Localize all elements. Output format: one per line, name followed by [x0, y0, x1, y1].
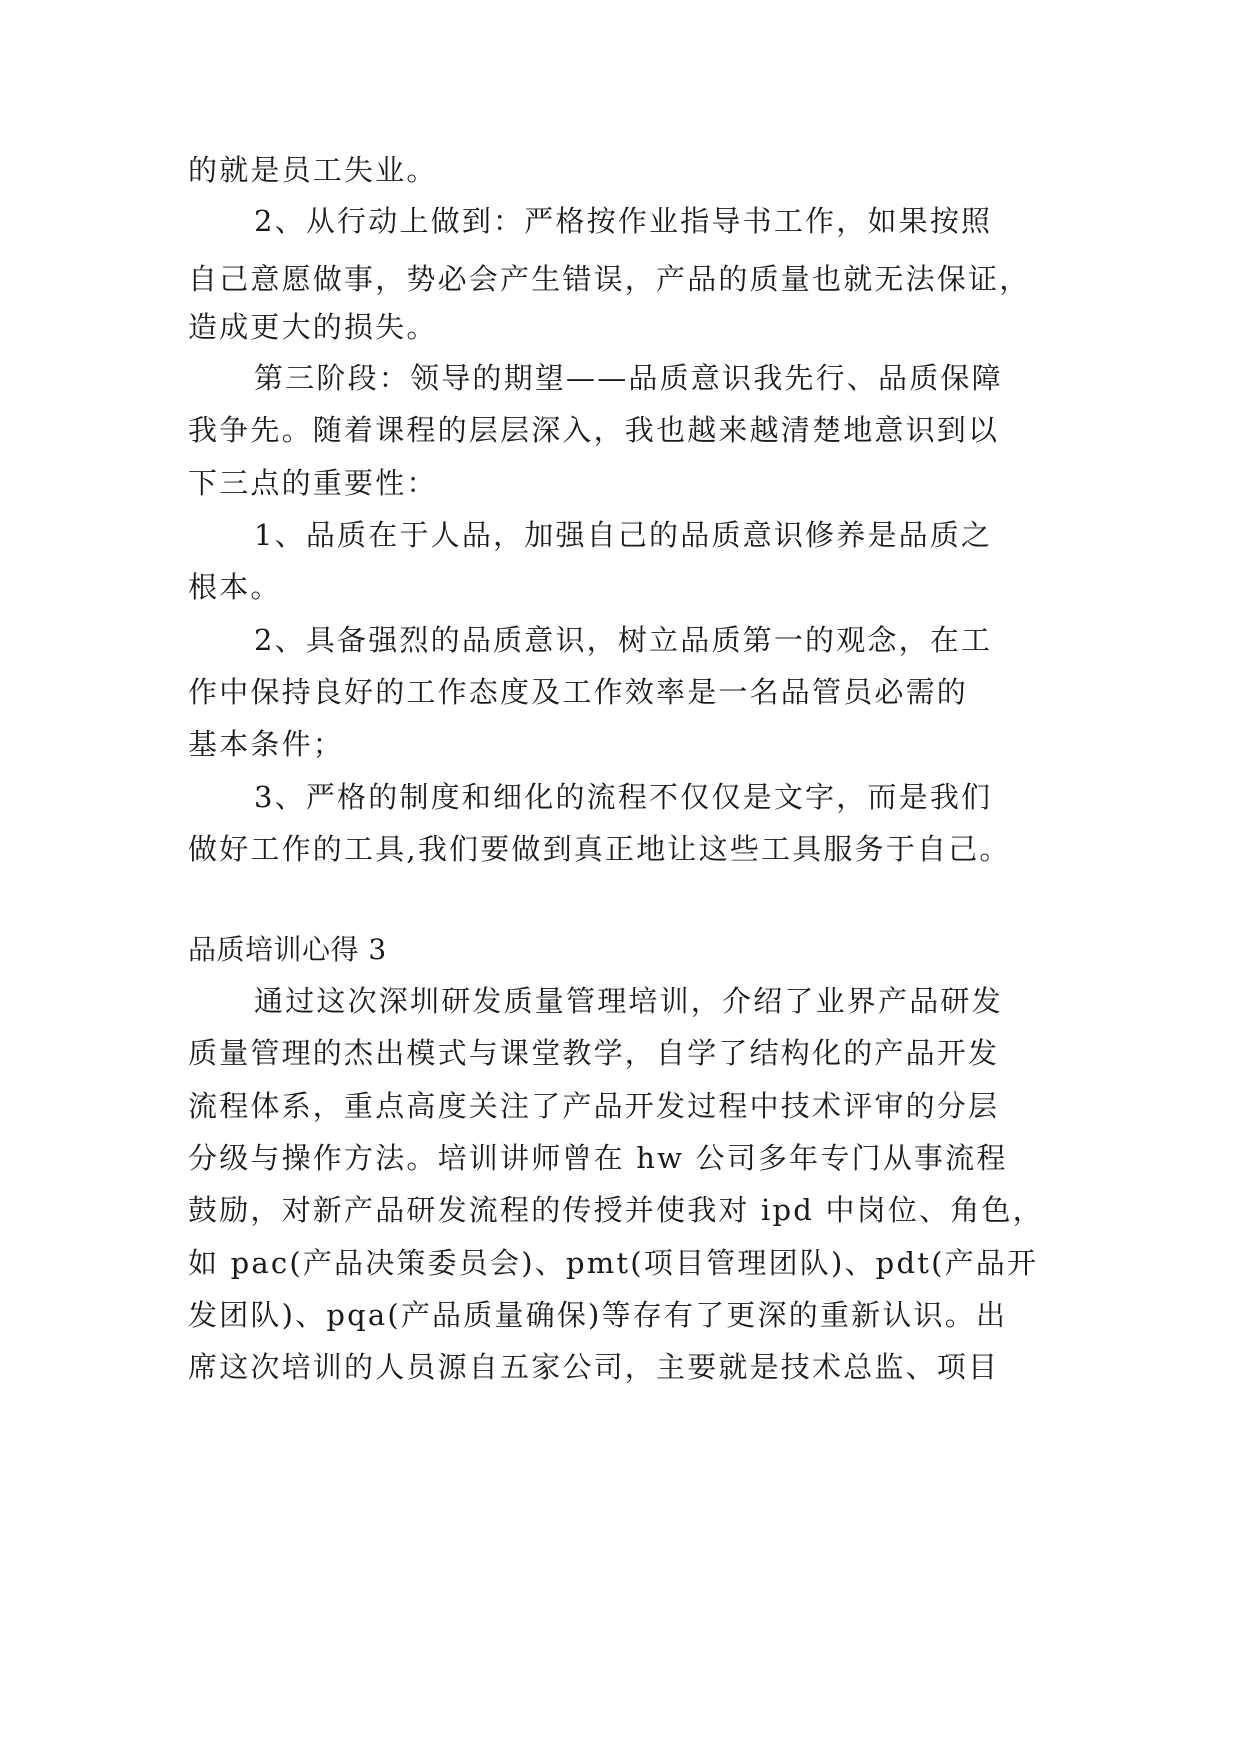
text-line: 通过这次深圳研发质量管理培训，介绍了业界产品研发 — [254, 984, 1003, 1018]
text-line: 2、具备强烈的品质意识，树立品质第一的观念，在工 — [254, 623, 993, 657]
text-line: 3、严格的制度和细化的流程不仅仅是文字，而是我们 — [254, 780, 993, 814]
section-heading: 品质培训心得 3 — [188, 933, 387, 966]
text-line: 发团队)、pqa(产品质量确保)等存有了更深的重新认识。出 — [188, 1298, 1008, 1332]
text-line: 质量管理的杰出模式与课堂教学，自学了结构化的产品开发 — [188, 1036, 1000, 1070]
text-line: 席这次培训的人员源自五家公司，主要就是技术总监、项目 — [188, 1350, 1000, 1384]
text-line: 第三阶段：领导的期望——品质意识我先行、品质保障 — [254, 361, 1003, 395]
text-line: 鼓励，对新产品研发流程的传授并使我对 ipd 中岗位、角色， — [188, 1193, 1044, 1227]
text-line: 流程体系，重点高度关注了产品开发过程中技术评审的分层 — [188, 1089, 1000, 1123]
text-line: 做好工作的工具,我们要做到真正地让这些工具服务于自己。 — [188, 832, 1011, 866]
text-line: 分级与操作方法。培训讲师曾在 hw 公司多年专门从事流程 — [188, 1141, 1008, 1175]
text-line: 1、品质在于人品，加强自己的品质意识修养是品质之 — [254, 518, 993, 552]
text-line: 我争先。随着课程的层层深入，我也越来越清楚地意识到以 — [188, 413, 1000, 447]
text-line: 作中保持良好的工作态度及工作效率是一名品管员必需的 — [188, 675, 969, 709]
text-line: 2、从行动上做到：严格按作业指导书工作，如果按照 — [254, 204, 993, 238]
text-line: 根本。 — [188, 570, 282, 604]
text-line: 的就是员工失业。 — [188, 153, 438, 187]
text-line: 如 pac(产品决策委员会)、pmt(项目管理团队)、pdt(产品开 — [188, 1246, 1039, 1280]
text-line: 造成更大的损失。 — [188, 310, 438, 344]
text-line: 自己意愿做事，势必会产生错误，产品的质量也就无法保证， — [188, 262, 1031, 296]
text-line: 基本条件； — [188, 727, 345, 761]
text-line: 下三点的重要性： — [188, 466, 438, 500]
